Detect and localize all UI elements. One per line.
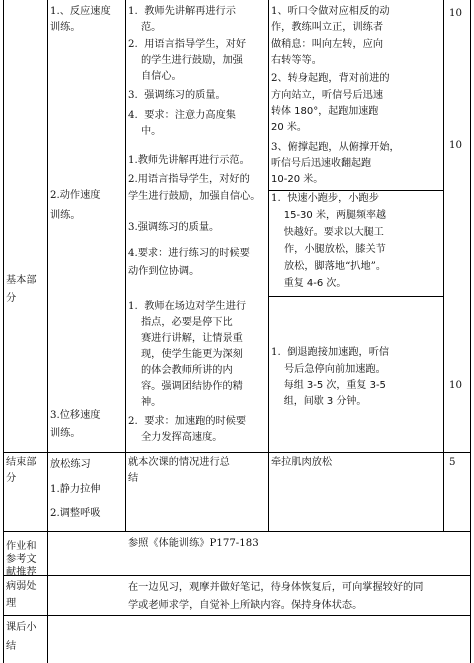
teaching-block3-line: 指点，必要是停下比 — [128, 317, 233, 328]
border-left — [3, 0, 4, 663]
teaching-block3-line: 的体会教师所讲的内 — [128, 365, 233, 376]
teaching-block1-line: 自信心。 — [128, 71, 182, 82]
divider-label-col — [47, 0, 48, 663]
exercise-block3-line: 组，间歇 3 分钟。 — [271, 396, 367, 407]
border-right — [470, 0, 471, 663]
section-label-basic: 基本部分 — [6, 275, 37, 304]
teaching-block2-line: 1.教师先讲解再进行示范。 — [128, 155, 250, 166]
relax-item: 1.静力拉伸 — [50, 484, 101, 495]
teaching-block2-line: 动作到位协调。 — [128, 266, 200, 277]
exercise-block1-line: 1、听口令做对应相反的动 — [271, 6, 390, 17]
teaching-block1-line: 3. 强调练习的质量。 — [128, 90, 226, 101]
item-reaction-speed-line2: 训练。 — [50, 22, 81, 33]
teaching-block1-line: 1. 教师先讲解再进行示 — [128, 6, 236, 17]
exercise-block1-line: 3、俯撑起跑，从俯撑开始， — [271, 142, 400, 153]
time-value: 10 — [449, 140, 462, 151]
teaching-block3-line: 赛进行讲解，让情景重 — [128, 333, 243, 344]
teaching-block1-line: 2. 用语言指导学生，对好 — [128, 39, 247, 50]
relax-item: 2.调整呼吸 — [50, 508, 101, 519]
exercise-block2-line: 快越好。要求以大腿工 — [271, 227, 384, 238]
summary-line: 结 — [128, 473, 139, 484]
reference-text: 参照《体能训练》P177-183 — [128, 538, 259, 549]
exercise-block1-line: 做稍息：叫向左转，应向 — [271, 39, 384, 50]
exercise-block1-line: 20 米。 — [271, 122, 307, 133]
exercise-block2-bottom-rule — [268, 296, 443, 297]
exercise-block1-line: 10-20 米。 — [271, 174, 324, 185]
section-label-homework: 作业和 — [6, 541, 37, 552]
exercise-block3-line: 号后急停向前加速跑。 — [271, 364, 386, 375]
exercise-block2-line: 1. 快速小跑步，小跑步 — [271, 193, 379, 204]
time-value: 10 — [449, 380, 462, 391]
item-displacement-speed-line1: 3.位移速度 — [50, 410, 101, 421]
exercise-block1-line: 2、转身起跑，背对前进的 — [271, 73, 390, 84]
teaching-block1-line: 范。 — [128, 22, 162, 33]
teaching-block1-line: 4. 要求：注意力高度集 — [128, 110, 236, 121]
exercise-block2-line: 作，小腿放松，膝关节 — [271, 244, 386, 255]
exercise-block1-line: 作，教练叫立正，训练者 — [271, 22, 384, 33]
stretch-text: 牵拉肌肉放松 — [271, 457, 333, 468]
teaching-block1-line: 中。 — [128, 126, 162, 137]
section-label-sick: 理 — [6, 598, 17, 609]
teaching-block3-line: 2. 要求：加速跑的时候要 — [128, 416, 247, 427]
relax-title: 放松练习 — [50, 459, 91, 470]
section-label-summary: 课后小 — [6, 622, 37, 633]
row-divider-1 — [3, 452, 471, 453]
teaching-block3-line: 神。 — [128, 397, 162, 408]
time-value: 5 — [449, 457, 456, 468]
teaching-block2-line: 2.用语言指导学生，对好的 — [128, 174, 250, 185]
exercise-block3-line: 每组 3-5 次，重复 3-5 — [271, 380, 386, 391]
exercise-block1-line: 听信号后迅速收翻起跑 — [271, 158, 371, 169]
exercise-block1-line: 转体 180°，起跑加速跑 — [271, 106, 379, 117]
exercise-block2-line: 重复 4-6 次。 — [271, 278, 347, 289]
summary-line: 就本次课的情况进行总 — [128, 457, 230, 468]
section-label-summary: 结 — [6, 641, 17, 652]
sick-handling-line: 在一边见习，观摩并做好笔记，待身体恢复后，可向掌握较好的同 — [128, 582, 424, 593]
teaching-block3-line: 1. 教师在场边对学生进行 — [128, 301, 247, 312]
row-divider-2 — [3, 531, 471, 532]
teaching-block3-line: 全力发挥高速度。 — [128, 432, 223, 443]
teaching-block2-line: 3.强调练习的质量。 — [128, 222, 220, 233]
sick-handling-line: 学或老师求学，自觉补上所缺内容。保持身体状态。 — [128, 600, 363, 611]
teaching-block1-line: 的学生进行鼓励，加强 — [128, 55, 243, 66]
teaching-block3-line: 容。强调团结协作的精 — [128, 381, 243, 392]
item-action-speed-line1: 2.动作速度 — [50, 190, 101, 201]
exercise-block2-line: 放松，脚落地“扒地”。 — [271, 261, 387, 272]
exercise-block3-line: 1. 倒退跑接加速跑，听信 — [271, 347, 390, 358]
item-action-speed-line2: 训练。 — [50, 210, 81, 221]
section-label-homework: 参考文 — [6, 554, 37, 565]
row-divider-4 — [3, 615, 471, 616]
section-label-ending: 结束部 — [6, 457, 37, 468]
exercise-block1-line: 右转等等。 — [271, 55, 322, 66]
item-reaction-speed-line1: 1.、反应速度 — [50, 6, 111, 17]
exercise-block2-line: 15-30 米，两腿频率越 — [271, 210, 386, 221]
teaching-block2-line: 学生进行鼓励，加强自信心。 — [128, 191, 261, 202]
exercise-block1-line: 方向站立，听信号后迅速 — [271, 90, 384, 101]
teaching-block2-line: 4.要求：进行练习的时候要 — [128, 248, 250, 259]
section-label-ending: 分 — [6, 473, 17, 484]
section-label-homework: 献推荐 — [6, 567, 37, 578]
item-displacement-speed-line2: 训练。 — [50, 428, 81, 439]
teaching-block3-line: 现，使学生能更为深刻 — [128, 349, 243, 360]
time-value: 10 — [449, 8, 462, 19]
section-label-sick: 病弱处 — [6, 581, 37, 592]
row-divider-3 — [3, 575, 471, 576]
